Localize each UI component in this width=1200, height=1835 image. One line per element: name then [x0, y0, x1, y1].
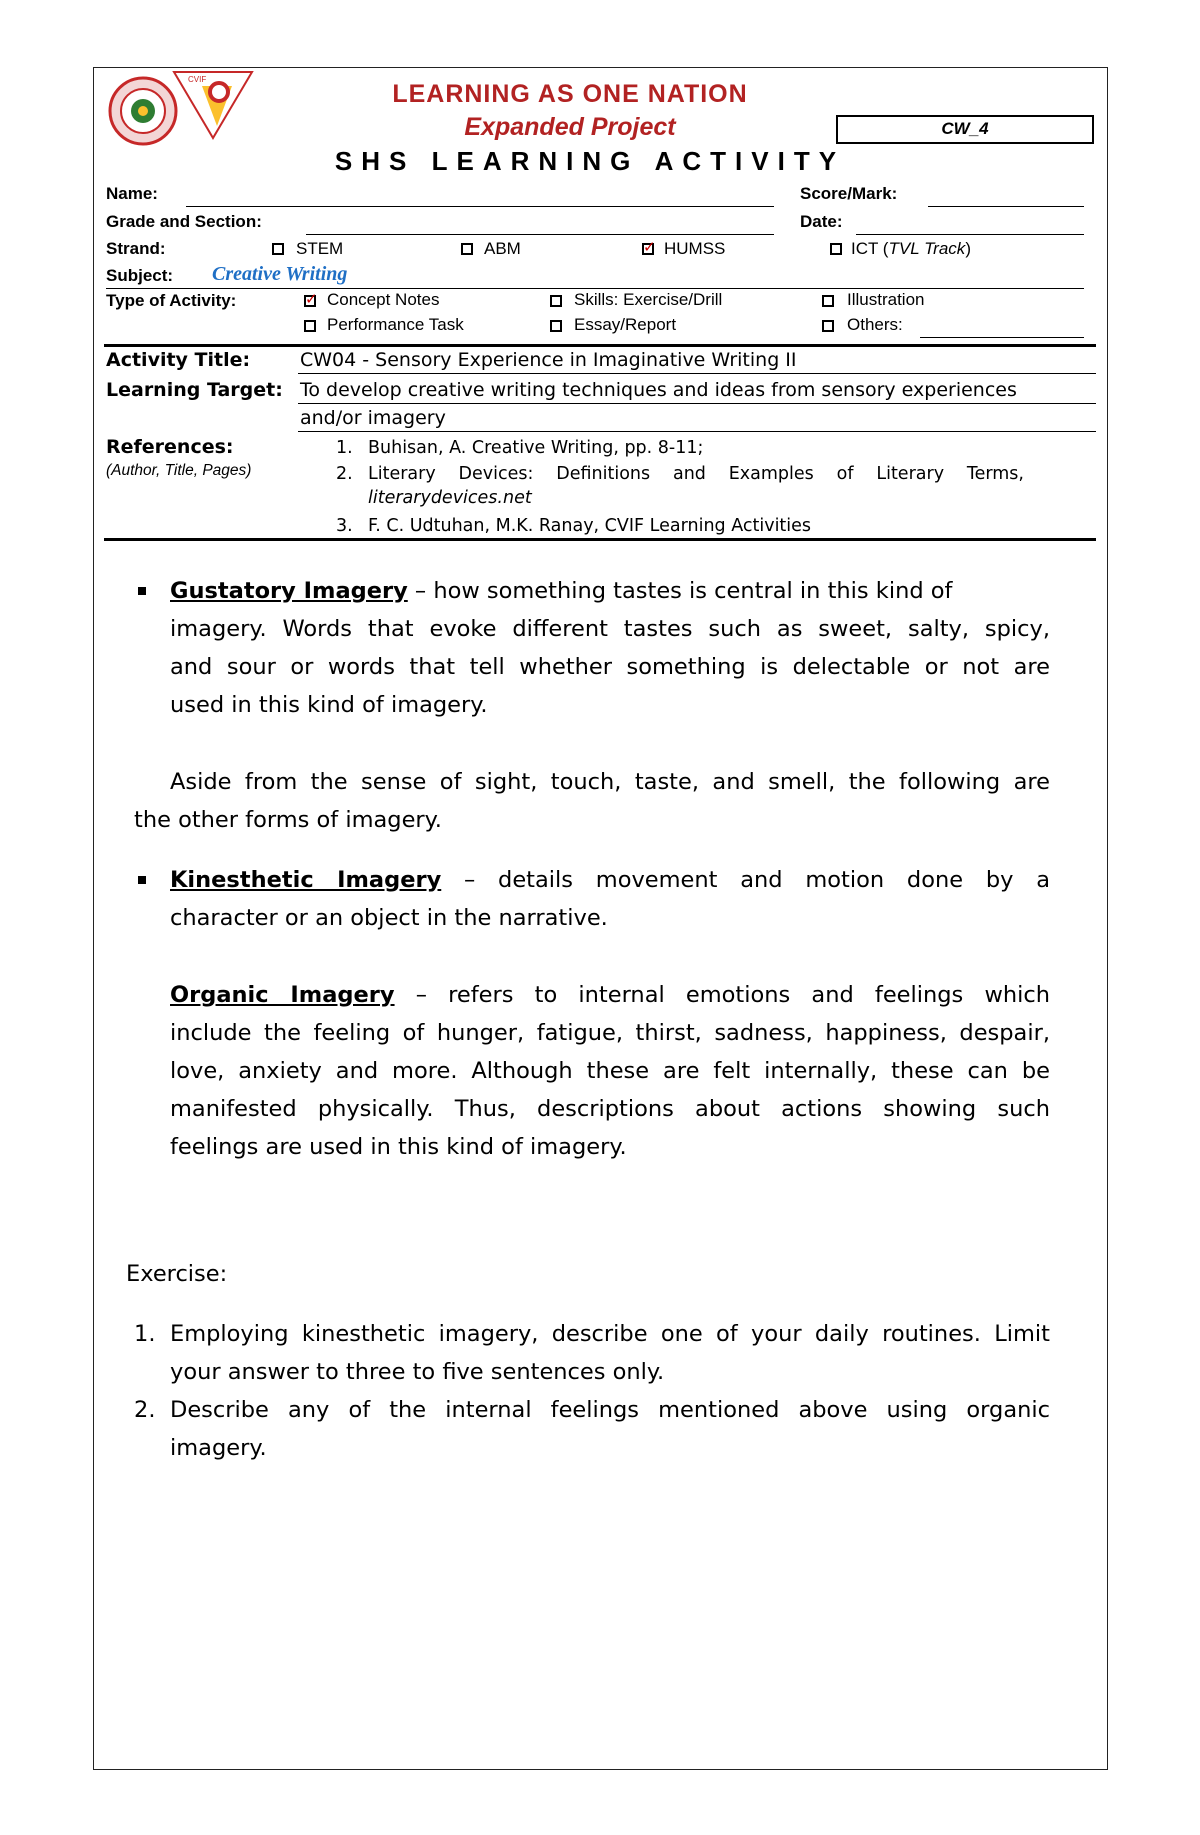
activity-title-line	[298, 373, 1096, 374]
activity-title-value: CW04 - Sensory Experience in Imaginative Writing II	[300, 349, 797, 371]
strand-stem-label: STEM	[296, 239, 344, 258]
kinesthetic-term: Kinesthetic Imagery	[170, 867, 442, 893]
section-divider-bottom	[104, 538, 1096, 541]
exercise-1-line1: Employing kinesthetic imagery, describe one of your daily routines. Limit	[170, 1321, 1050, 1347]
type-essay-label: Essay/Report	[574, 315, 677, 334]
reference-2-text: Literary Devices: Definitions and Examples of Literary Terms,	[368, 464, 1024, 484]
learning-target-label: Learning Target:	[106, 379, 283, 401]
learning-target-underline1	[298, 403, 1096, 404]
kinesthetic-line-2: character or an object in the narrative.	[170, 905, 608, 931]
strand-humss-checkbox[interactable]	[642, 243, 654, 255]
section-divider-top	[104, 344, 1096, 347]
organic-line-4: manifested physically. Thus, descriptions about actions showing such	[170, 1096, 1050, 1122]
activity-code-box: CW_4	[836, 115, 1094, 144]
type-performance-task-checkbox[interactable]	[304, 320, 316, 332]
organic-term: Organic Imagery	[170, 982, 395, 1008]
strand-abm-label: ABM	[484, 239, 521, 258]
type-illustration-checkbox[interactable]	[822, 295, 834, 307]
date-label: Date:	[800, 212, 843, 231]
gustatory-term: Gustatory Imagery	[170, 578, 408, 604]
exercise-1-num: 1.	[134, 1321, 156, 1347]
reference-2-num: 2.	[336, 464, 353, 484]
bullet-kinesthetic	[138, 876, 146, 884]
strand-abm-checkbox[interactable]	[461, 243, 473, 255]
school-seal-logo	[108, 76, 178, 146]
type-others-label: Others:	[847, 315, 903, 334]
cvif-logo-text: CVIF	[188, 75, 207, 84]
type-illustration-label: Illustration	[847, 290, 925, 309]
organic-line-3: love, anxiety and more. Although these are felt internally, these can be	[170, 1058, 1050, 1084]
reference-3-text: F. C. Udtuhan, M.K. Ranay, CVIF Learning Activities	[368, 516, 812, 536]
grade-input-line[interactable]	[306, 234, 774, 235]
type-skills-checkbox[interactable]	[550, 295, 562, 307]
type-label: Type of Activity:	[106, 291, 237, 310]
strand-label: Strand:	[106, 239, 166, 258]
header-subtitle: Expanded Project	[464, 113, 676, 141]
learning-target-line2: and/or imagery	[300, 407, 446, 429]
reference-1-num: 1.	[336, 438, 353, 458]
exercise-2-line2: imagery.	[170, 1435, 267, 1461]
reference-3-num: 3.	[336, 516, 353, 536]
type-others-checkbox[interactable]	[822, 320, 834, 332]
subject-divider	[106, 288, 1084, 289]
exercise-2-line1: Describe any of the internal feelings mentioned above using organic	[170, 1397, 1050, 1423]
exercise-2-num: 2.	[134, 1397, 156, 1423]
type-others-input-line[interactable]	[920, 337, 1084, 338]
exercise-label: Exercise:	[126, 1261, 228, 1287]
references-label: References:	[106, 436, 234, 458]
name-label: Name:	[106, 184, 158, 203]
gustatory-line-2: imagery. Words that evoke different tastes such as sweet, salty, spicy,	[170, 616, 1050, 642]
strand-stem-checkbox[interactable]	[272, 243, 284, 255]
type-concept-notes-label: Concept Notes	[327, 290, 440, 309]
references-hint: (Author, Title, Pages)	[106, 462, 252, 479]
date-input-line[interactable]	[856, 234, 1084, 235]
type-skills-label: Skills: Exercise/Drill	[574, 290, 723, 309]
type-performance-task-label: Performance Task	[327, 315, 464, 334]
aside-line-1: Aside from the sense of sight, touch, taste, and smell, the following are	[170, 769, 1050, 795]
gustatory-line-3: and sour or words that tell whether something is delectable or not are	[170, 654, 1050, 680]
learning-target-underline2	[298, 431, 1096, 432]
subject-value: Creative Writing	[212, 263, 348, 285]
learning-target-line1: To develop creative writing techniques and ideas from sensory experiences	[300, 379, 1017, 401]
organic-line-1: Organic Imagery – refers to internal emotions and feelings which	[170, 982, 1050, 1008]
cvif-logo	[172, 68, 254, 140]
bullet-gustatory	[138, 587, 146, 595]
activity-title-label: Activity Title:	[106, 349, 251, 371]
aside-line-2: the other forms of imagery.	[134, 807, 442, 833]
organic-line-2: include the feeling of hunger, fatigue, thirst, sadness, happiness, despair,	[170, 1020, 1050, 1046]
type-essay-checkbox[interactable]	[550, 320, 562, 332]
subject-label: Subject:	[106, 266, 174, 285]
name-input-line[interactable]	[186, 206, 774, 207]
gustatory-line-1: Gustatory Imagery – how something tastes is central in this kind of	[170, 578, 953, 604]
banner-title: SHS LEARNING ACTIVITY	[334, 146, 846, 176]
strand-ict-checkbox[interactable]	[830, 243, 842, 255]
reference-2-link[interactable]: literarydevices.net	[368, 488, 532, 508]
type-concept-notes-checkbox[interactable]	[304, 295, 316, 307]
organic-line-5: feelings are used in this kind of imagery.	[170, 1134, 627, 1160]
gustatory-line-4: used in this kind of imagery.	[170, 692, 488, 718]
score-label: Score/Mark:	[800, 184, 898, 203]
reference-1-text: Buhisan, A. Creative Writing, pp. 8-11;	[368, 438, 704, 458]
strand-humss-label: HUMSS	[664, 239, 726, 258]
strand-ict-label: ICT (TVL Track)	[851, 239, 971, 258]
header-title: LEARNING AS ONE NATION	[392, 80, 748, 108]
score-input-line[interactable]	[928, 206, 1084, 207]
grade-label: Grade and Section:	[106, 212, 262, 231]
exercise-1-line2: your answer to three to five sentences only.	[170, 1359, 665, 1385]
kinesthetic-line-1: Kinesthetic Imagery – details movement and motion done by a	[170, 867, 1050, 893]
